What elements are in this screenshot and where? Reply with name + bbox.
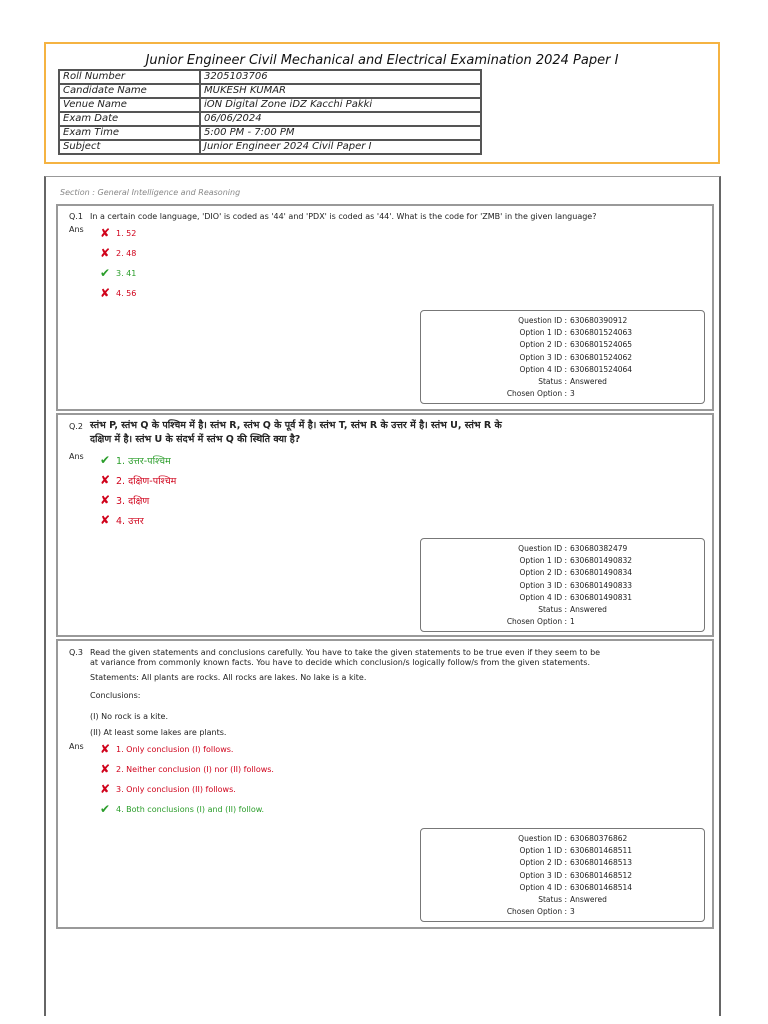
option-label: 3. 41 — [116, 268, 137, 278]
info-key: Question ID : — [518, 316, 567, 325]
info-value: 5:00 PM - 7:00 PM — [200, 126, 481, 140]
cross-icon: ✘ — [99, 493, 111, 507]
info-key: Option 3 ID : — [519, 580, 567, 590]
info-value: 630680376862 — [570, 834, 628, 843]
exam-title: Junior Engineer Civil Mechanical and Electrical Examination 2024 Paper I — [145, 53, 619, 68]
cross-icon: ✘ — [99, 742, 111, 756]
question-text: In a certain code language, 'DIO' is coded as '44' and 'PDX' is coded as '44'. What is the code for 'ZMB' in the given language? — [90, 212, 597, 221]
option-label: 2. Neither conclusion (I) nor (II) follows. — [116, 764, 274, 774]
answer-label: Ans — [69, 225, 84, 234]
cross-icon: ✘ — [99, 246, 111, 260]
question-card-1 — [56, 204, 714, 411]
info-row — [421, 870, 704, 882]
info-value: 6306801468514 — [570, 882, 633, 892]
question-text-line: दक्षिण में है। स्तंभ U के संदर्भ में स्तंभ Q की स्थिति क्या है? — [90, 434, 301, 445]
question-info-box — [420, 828, 705, 922]
info-value: Junior Engineer 2024 Civil Paper I — [200, 140, 481, 154]
table-row — [59, 84, 481, 98]
option-3 — [98, 782, 236, 796]
table-row — [59, 140, 481, 154]
section-title: Section : General Intelligence and Reasoning — [60, 188, 241, 197]
info-row — [421, 580, 704, 592]
info-label: Roll Number — [59, 70, 200, 84]
check-icon: ✔ — [99, 453, 111, 467]
info-row — [421, 845, 704, 857]
check-icon: ✔ — [99, 802, 111, 816]
option-2 — [98, 473, 176, 487]
info-row — [421, 882, 704, 894]
cross-icon: ✘ — [99, 473, 111, 487]
info-key: Option 2 ID : — [519, 568, 567, 578]
info-label: Candidate Name — [59, 84, 200, 98]
conclusion-2: (II) At least some lakes are plants. — [90, 728, 227, 737]
info-row — [421, 906, 704, 918]
info-value: Answered — [570, 895, 607, 905]
option-4 — [98, 286, 136, 300]
statements-text: Statements: All plants are rocks. All rocks are lakes. No lake is a kite. — [90, 673, 367, 682]
info-value: 6306801524064 — [570, 364, 633, 374]
info-value: Answered — [570, 377, 607, 387]
question-number: Q.3 — [69, 648, 83, 657]
answer-label: Ans — [69, 452, 84, 461]
option-3 — [98, 493, 149, 507]
info-row — [421, 327, 704, 339]
info-row — [421, 364, 704, 376]
option-4 — [98, 513, 144, 527]
info-value: 630680390912 — [570, 316, 628, 325]
info-row — [421, 604, 704, 616]
info-row — [421, 315, 704, 327]
info-label: Exam Time — [59, 126, 200, 140]
info-key: Chosen Option : — [506, 389, 567, 399]
option-label: 1. Only conclusion (I) follows. — [116, 744, 234, 754]
question-text-line: स्तंभ P, स्तंभ Q के पश्चिम में है। स्तंभ R, स्तंभ Q के पूर्व में है। स्तंभ T, स्तंभ R के उत्तर में है। स्तंभ U, स्तंभ R के — [90, 420, 502, 431]
info-value: 3205103706 — [200, 70, 481, 84]
info-label: Exam Date — [59, 112, 200, 126]
question-number: Q.1 — [69, 212, 83, 221]
info-row — [421, 388, 704, 400]
candidate-info-table — [58, 69, 482, 155]
table-row — [59, 70, 481, 84]
cross-icon: ✘ — [99, 782, 111, 796]
info-key: Option 4 ID : — [519, 592, 567, 602]
info-key: Question ID : — [518, 544, 567, 553]
info-label: Subject — [59, 140, 200, 154]
info-key: Option 4 ID : — [519, 364, 567, 374]
info-value: 6306801490831 — [570, 592, 633, 602]
conclusion-1: (I) No rock is a kite. — [90, 712, 168, 721]
conclusions-label: Conclusions: — [90, 691, 141, 700]
answer-label: Ans — [69, 742, 84, 751]
info-row — [421, 543, 704, 555]
option-label: 4. उत्तर — [116, 515, 144, 527]
info-value: 6306801490832 — [570, 556, 633, 566]
option-1 — [98, 742, 233, 756]
question-card-2 — [56, 413, 714, 637]
cross-icon: ✘ — [99, 286, 111, 300]
question-info-box — [420, 310, 705, 404]
info-value: 6306801490833 — [570, 580, 633, 590]
info-value: 1 — [570, 617, 575, 627]
info-row — [421, 616, 704, 628]
info-value: 6306801468512 — [570, 870, 633, 880]
info-value: 6306801468511 — [570, 846, 633, 856]
cross-icon: ✘ — [99, 762, 111, 776]
cross-icon: ✘ — [99, 226, 111, 240]
info-value: iON Digital Zone iDZ Kacchi Pakki — [200, 98, 481, 112]
info-value: 6306801468513 — [570, 858, 633, 868]
info-row — [421, 376, 704, 388]
question-text — [90, 419, 502, 447]
option-label: 2. 48 — [116, 248, 137, 258]
info-key: Option 3 ID : — [519, 870, 567, 880]
info-row — [421, 833, 704, 845]
option-label: 4. 56 — [116, 288, 137, 298]
info-row — [421, 567, 704, 579]
info-row — [421, 857, 704, 869]
info-value: 3 — [570, 907, 575, 917]
check-icon: ✔ — [99, 266, 111, 280]
table-row — [59, 126, 481, 140]
info-key: Option 4 ID : — [519, 882, 567, 892]
info-key: Option 1 ID : — [519, 328, 567, 338]
info-key: Status : — [538, 895, 567, 905]
option-4 — [98, 802, 264, 816]
info-key: Option 1 ID : — [519, 846, 567, 856]
info-key: Option 2 ID : — [519, 858, 567, 868]
info-key: Option 3 ID : — [519, 352, 567, 362]
option-label: 3. दक्षिण — [116, 495, 150, 507]
info-key: Status : — [538, 605, 567, 615]
option-2 — [98, 246, 136, 260]
info-row — [421, 339, 704, 351]
info-value: Answered — [570, 605, 607, 615]
exam-header — [44, 42, 720, 164]
question-card-3 — [56, 639, 714, 929]
question-info-box — [420, 538, 705, 632]
question-text-line: Read the given statements and conclusions carefully. You have to take the given statements to be true even if they seem to be — [90, 648, 601, 657]
info-value: 6306801524063 — [570, 328, 633, 338]
table-row — [59, 112, 481, 126]
cross-icon: ✘ — [99, 513, 111, 527]
option-label: 1. 52 — [116, 228, 137, 238]
info-row — [421, 352, 704, 364]
info-row — [421, 894, 704, 906]
info-value: 6306801524065 — [570, 340, 633, 350]
info-value: 3 — [570, 389, 575, 399]
info-value: 6306801490834 — [570, 568, 633, 578]
info-key: Option 1 ID : — [519, 556, 567, 566]
option-label: 3. Only conclusion (II) follows. — [116, 784, 236, 794]
info-row — [421, 592, 704, 604]
info-value: 06/06/2024 — [200, 112, 481, 126]
info-key: Chosen Option : — [506, 617, 567, 627]
question-number: Q.2 — [69, 422, 83, 431]
info-value: 6306801524062 — [570, 352, 633, 362]
option-3 — [98, 266, 136, 280]
info-label: Venue Name — [59, 98, 200, 112]
question-text — [90, 648, 600, 668]
info-key: Chosen Option : — [506, 907, 567, 917]
option-label: 1. उत्तर-पश्चिम — [116, 455, 171, 467]
info-key: Question ID : — [518, 834, 567, 843]
info-value: 630680382479 — [570, 544, 628, 553]
option-label: 2. दक्षिण-पश्चिम — [116, 475, 177, 487]
info-key: Status : — [538, 377, 567, 387]
info-value: MUKESH KUMAR — [200, 84, 481, 98]
question-text-line: at variance from commonly known facts. You have to decide which conclusion/s logically follow/s from the given statements. — [90, 658, 590, 667]
option-label: 4. Both conclusions (I) and (II) follow. — [116, 804, 265, 814]
table-row — [59, 98, 481, 112]
option-1 — [98, 453, 171, 467]
option-1 — [98, 226, 136, 240]
option-2 — [98, 762, 274, 776]
info-row — [421, 555, 704, 567]
info-key: Option 2 ID : — [519, 340, 567, 350]
